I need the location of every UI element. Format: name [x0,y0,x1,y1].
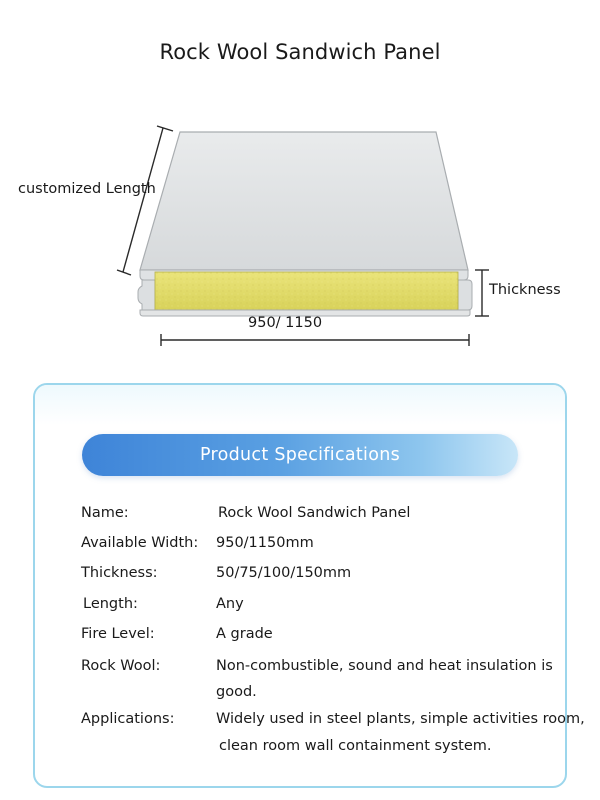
spec-value-fire-level: A grade [216,626,273,642]
spec-value-length: Any [216,596,244,612]
spec-value-name: Rock Wool Sandwich Panel [218,505,411,521]
spec-label-rock-wool: Rock Wool: [81,658,161,674]
spec-label-thickness: Thickness: [81,565,158,581]
width-label: 950/ 1150 [248,315,323,331]
spec-label-length: Length: [83,596,138,612]
spec-label-applications: Applications: [81,711,175,727]
spec-label-width: Available Width: [81,535,199,551]
panel-top-face [140,132,468,270]
specs-heading: Product Specifications [199,445,401,465]
spec-value-applications-line-2: clean room wall containment system. [219,738,492,754]
spec-label-name: Name: [81,505,129,521]
spec-value-thickness: 50/75/100/150mm [216,565,352,581]
panel-diagram [0,110,600,360]
thickness-label: Thickness [489,282,561,298]
specs-heading-banner [82,434,518,476]
spec-value-applications-line-1: Widely used in steel plants, simple activities room, [216,711,585,727]
spec-value-width: 950/1150mm [216,535,314,551]
width-dimension-line [161,334,469,346]
length-label: customized Length [18,181,156,197]
panel-left-joint [138,280,155,310]
spec-label-fire-level: Fire Level: [81,626,155,642]
spec-value-rock-wool-line-2: good. [216,684,257,700]
thickness-dimension-line [475,270,489,316]
panel-right-joint [458,280,472,310]
spec-value-rock-wool-line-1: Non-combustible, sound and heat insulation is [216,658,553,674]
page-title: Rock Wool Sandwich Panel [159,40,441,64]
